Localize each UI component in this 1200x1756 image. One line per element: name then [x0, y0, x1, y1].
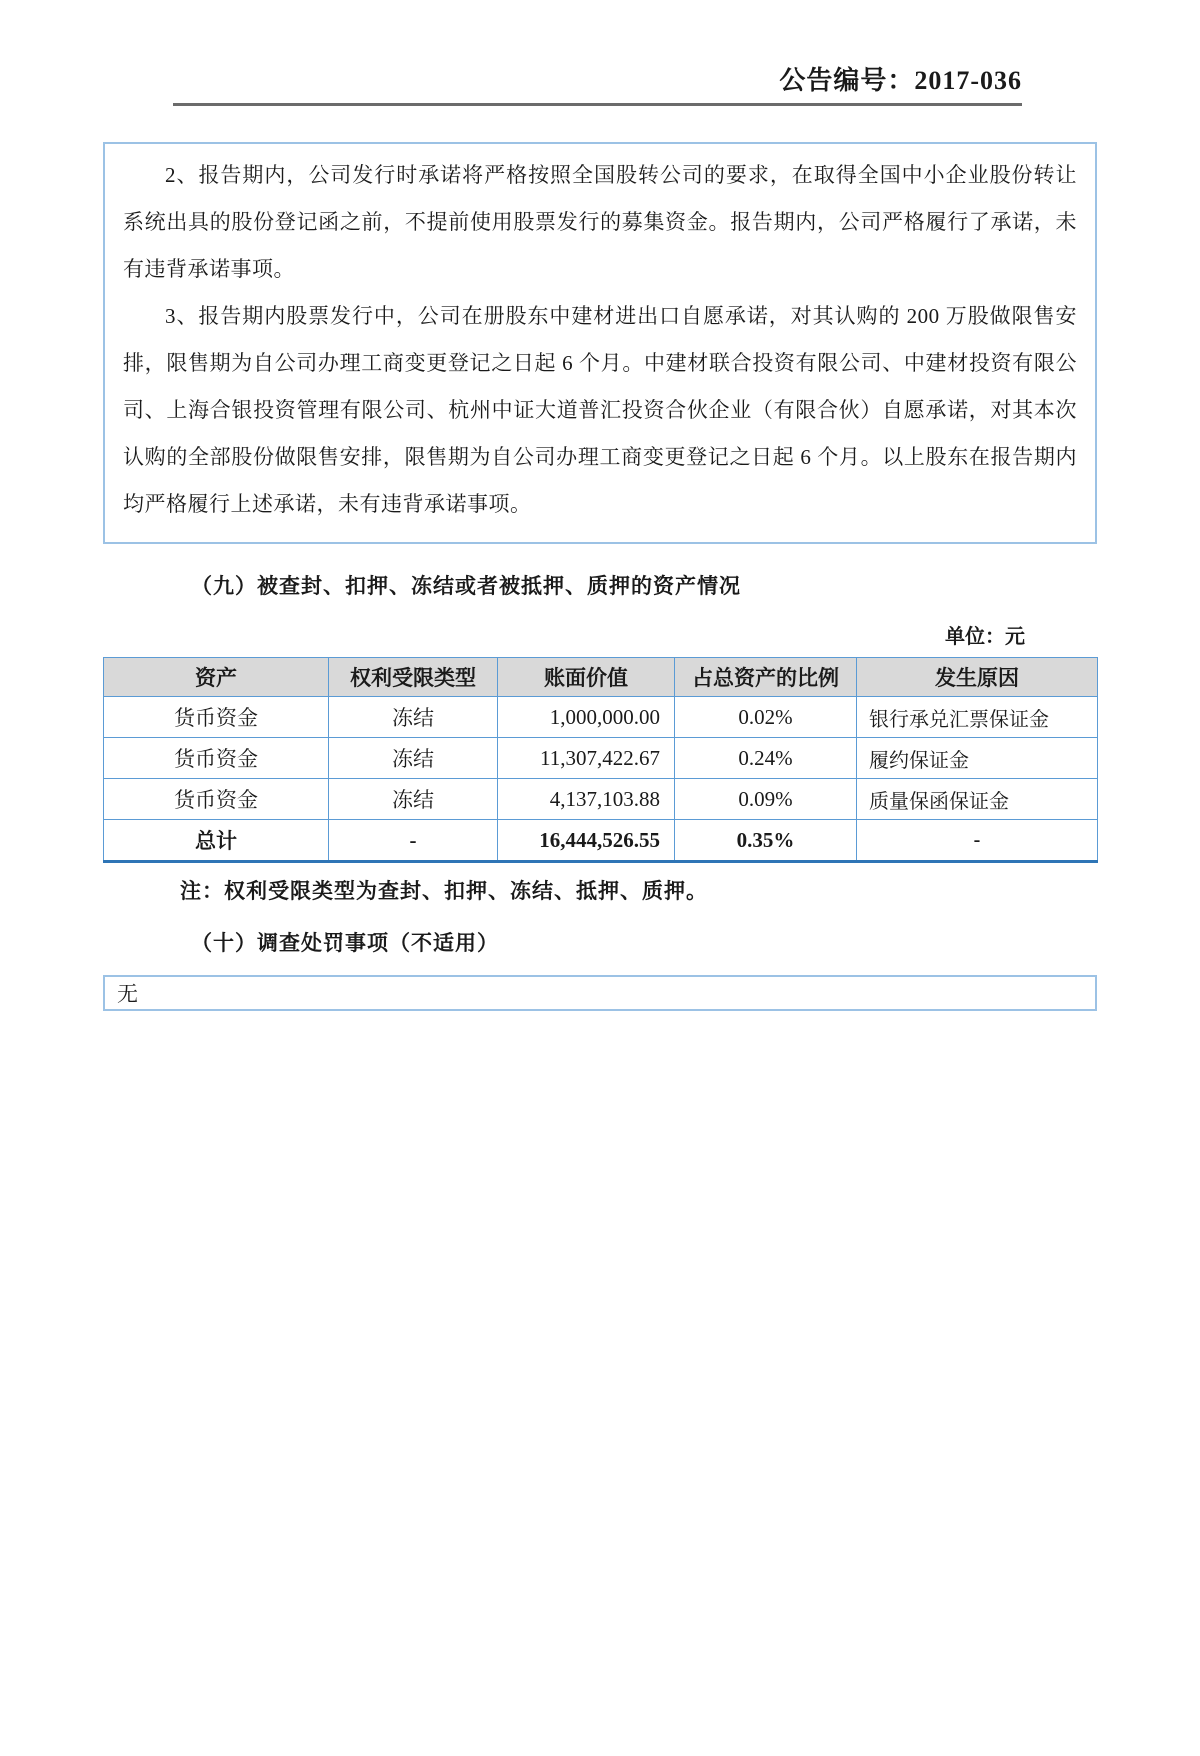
- total-restriction: -: [329, 820, 498, 862]
- table-header-row: [104, 658, 1098, 697]
- col-header-reason: 发生原因: [857, 658, 1098, 697]
- announcement-number: 公告编号：2017-036: [779, 66, 1022, 95]
- commitment-paragraph-3: 3、报告期内股票发行中，公司在册股东中建材进出口自愿承诺，对其认购的 200 万股做限售安排，限售期为自公司办理工商变更登记之日起 6 个月。中建材联合投资有限公司、中建材投资有限公司、上海合银投资管理有限公司、杭州中证大道普汇投资合伙企业（有限合伙）自愿承诺，对其本次认购的全部股份做限售安排，限售期为自公司办理工商变更登记之日起 6 个月。以上股东在报告期内均严格履行上述承诺，未有违背承诺事项。: [123, 304, 1077, 516]
- cell-asset: 货币资金: [104, 697, 329, 738]
- section-9-heading: （九）被查封、扣押、冻结或者被抵押、质押的资产情况: [191, 574, 741, 598]
- table-total-row: [104, 820, 1098, 862]
- total-reason: -: [857, 820, 1098, 862]
- restricted-assets-table: [103, 657, 1098, 863]
- commitments-text-box: [103, 142, 1097, 544]
- cell-ratio: 0.24%: [675, 738, 857, 779]
- document-body: [103, 142, 1097, 1011]
- none-text: 无: [117, 982, 138, 1006]
- cell-asset: 货币资金: [104, 779, 329, 820]
- table-note: 注：权利受限类型为查封、扣押、冻结、抵押、质押。: [180, 879, 708, 903]
- table-row: [104, 779, 1098, 820]
- cell-reason: 银行承兑汇票保证金: [857, 697, 1098, 738]
- col-header-book-value: 账面价值: [498, 658, 675, 697]
- total-ratio: 0.35%: [675, 820, 857, 862]
- table-row: [104, 697, 1098, 738]
- section-10-heading: （十）调查处罚事项（不适用）: [191, 931, 499, 955]
- cell-restriction: 冻结: [329, 697, 498, 738]
- cell-ratio: 0.09%: [675, 779, 857, 820]
- cell-reason: 履约保证金: [857, 738, 1098, 779]
- cell-restriction: 冻结: [329, 738, 498, 779]
- total-book-value: 16,444,526.55: [498, 820, 675, 862]
- commitment-paragraph-2: 2、报告期内，公司发行时承诺将严格按照全国股转公司的要求，在取得全国中小企业股份转让系统出具的股份登记函之前，不提前使用股票发行的募集资金。报告期内，公司严格履行了承诺，未有违背承诺事项。: [123, 163, 1077, 281]
- cell-book-value: 11,307,422.67: [498, 738, 675, 779]
- cell-reason: 质量保函保证金: [857, 779, 1098, 820]
- cell-asset: 货币资金: [104, 738, 329, 779]
- col-header-restriction: 权利受限类型: [329, 658, 498, 697]
- total-label: 总计: [104, 820, 329, 862]
- cell-restriction: 冻结: [329, 779, 498, 820]
- cell-book-value: 4,137,103.88: [498, 779, 675, 820]
- page-header-rule: [173, 60, 1022, 106]
- cell-ratio: 0.02%: [675, 697, 857, 738]
- section-10-content-box: [103, 975, 1097, 1011]
- cell-book-value: 1,000,000.00: [498, 697, 675, 738]
- col-header-ratio: 占总资产的比例: [675, 658, 857, 697]
- col-header-asset: 资产: [104, 658, 329, 697]
- table-unit-label: 单位：元: [945, 626, 1025, 648]
- table-row: [104, 738, 1098, 779]
